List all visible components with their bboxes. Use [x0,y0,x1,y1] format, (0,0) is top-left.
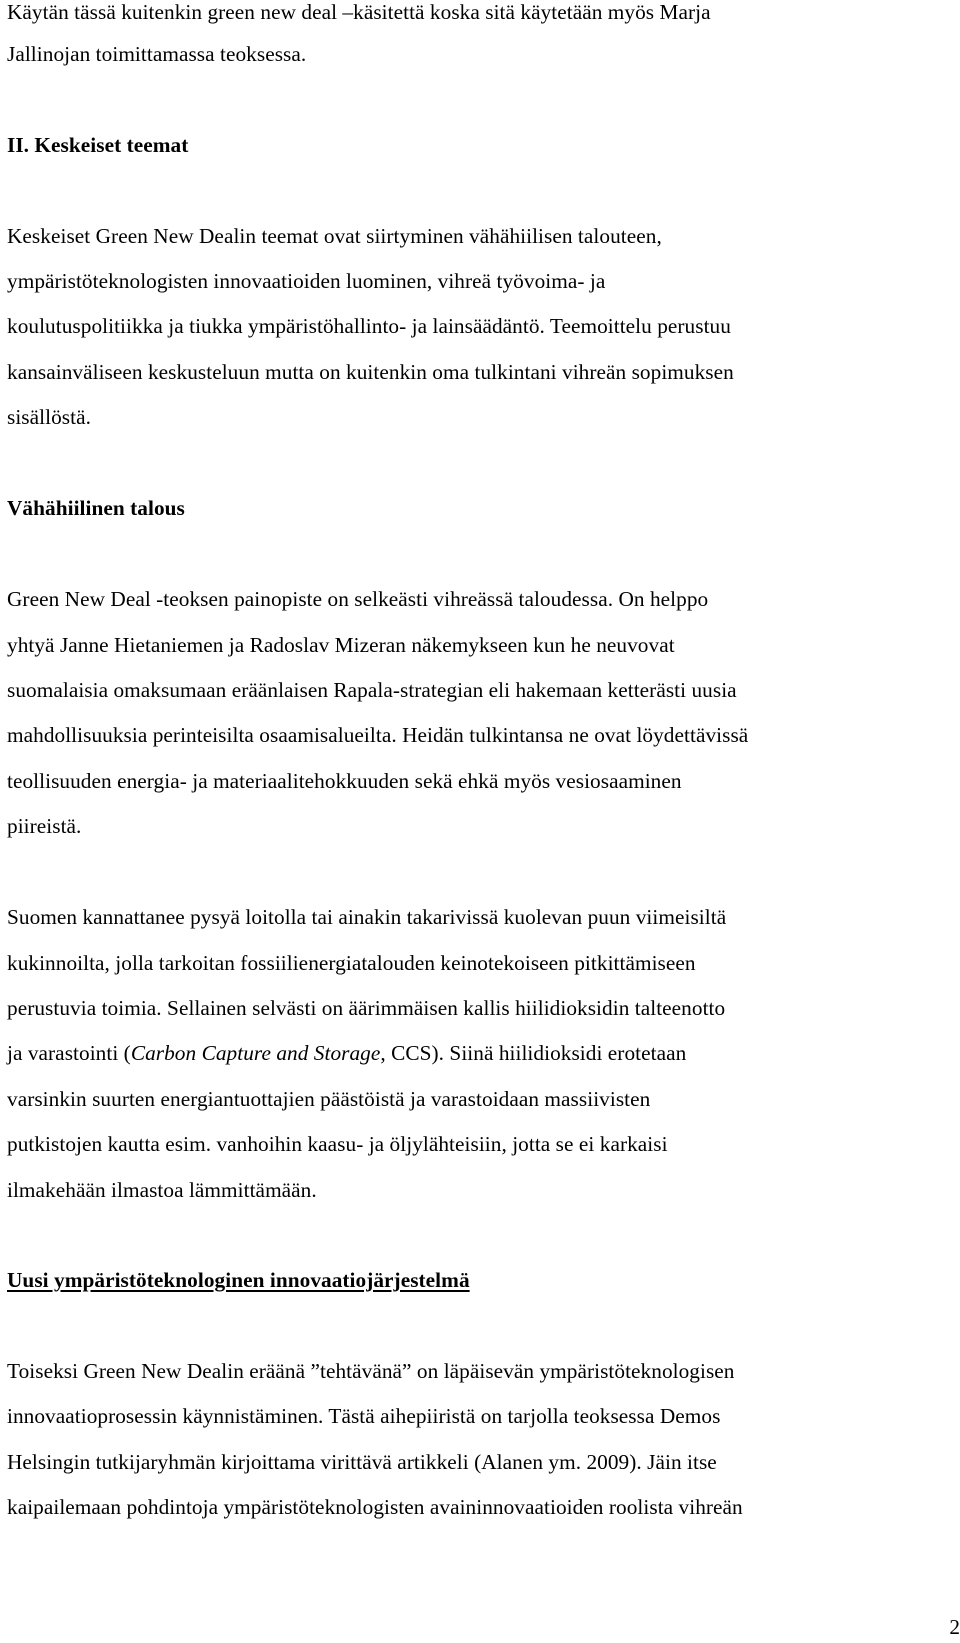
themes-line-3: koulutuspolitiikka ja tiukka ympäristöhallinto- ja lainsäädäntö. Teemoittelu perustuu [7,314,731,338]
ccs-line-3: perustuvia toimia. Sellainen selvästi on äärimmäisen kallis hiilidioksidin talteenotto [7,996,726,1020]
low-carbon-line-6: piireistä. [7,814,82,838]
ccs-line-4-end: , CCS). Siinä hiilidioksidi erotetaan [380,1041,687,1065]
themes-line-2: ympäristöteknologisten innovaatioiden luominen, vihreä työvoima- ja [7,269,606,293]
themes-line-1: Keskeiset Green New Dealin teemat ovat siirtyminen vähähiilisen talouteen, [7,224,662,248]
themes-line-4: kansainväliseen keskusteluun mutta on kuitenkin oma tulkintani vihreän sopimuksen [7,360,734,384]
ccs-line-7: ilmakehään ilmastoa lämmittämään. [7,1178,317,1202]
ccs-line-2: kukinnoilta, jolla tarkoitan fossiilienergiatalouden keinotekoiseen pitkittämiseen [7,951,696,975]
innovation-line-1: Toiseksi Green New Dealin eräänä ”tehtävänä” on läpäisevän ympäristöteknologisen [7,1359,735,1383]
intro-line-1: Käytän tässä kuitenkin green new deal –käsitettä koska sitä käytetään myös Marja [7,0,711,24]
ccs-line-6: putkistojen kautta esim. vanhoihin kaasu- ja öljylähteisiin, jotta se ei karkaisi [7,1132,668,1156]
low-carbon-line-3: suomalaisia omaksumaan eräänlaisen Rapala-strategian eli hakemaan ketterästi uusia [7,678,737,702]
section-heading: II. Keskeiset teemat [7,133,189,157]
ccs-line-1: Suomen kannattanee pysyä loitolla tai ainakin takarivissä kuolevan puun viimeisiltä [7,905,727,929]
subheading-low-carbon: Vähähiilinen talous [7,496,185,520]
innovation-line-4: kaipailemaan pohdintoja ympäristöteknologisten avaininnovaatioiden roolista vihreän [7,1495,743,1519]
innovation-line-3: Helsingin tutkijaryhmän kirjoittama virittävä artikkeli (Alanen ym. 2009). Jäin itse [7,1450,717,1474]
low-carbon-line-1: Green New Deal -teoksen painopiste on selkeästi vihreässä taloudessa. On helppo [7,587,709,611]
ccs-line-4-italic: Carbon Capture and Storage [130,1041,381,1065]
ccs-line-4-start: ja varastointi ( [7,1041,131,1065]
ccs-line-5: varsinkin suurten energiantuottajien päästöistä ja varastoidaan massiivisten [7,1087,651,1111]
themes-line-5: sisällöstä. [7,405,91,429]
low-carbon-line-5: teollisuuden energia- ja materiaalitehokkuuden sekä ehkä myös vesiosaaminen [7,769,682,793]
ccs-line-4 [7,1043,686,1064]
low-carbon-line-2: yhtyä Janne Hietaniemen ja Radoslav Mizeran näkemykseen kun he neuvovat [7,633,675,657]
page-number: 2 [949,1615,960,1639]
intro-line-2: Jallinojan toimittamassa teoksessa. [7,42,307,66]
low-carbon-line-4: mahdollisuuksia perinteisilta osaamisalueilta. Heidän tulkintansa ne ovat löydettävissä [7,723,749,747]
innovation-line-2: innovaatioprosessin käynnistäminen. Tästä aihepiiristä on tarjolla teoksessa Demos [7,1404,721,1428]
subheading-innovation: Uusi ympäristöteknologinen innovaatiojärjestelmä [7,1268,470,1292]
